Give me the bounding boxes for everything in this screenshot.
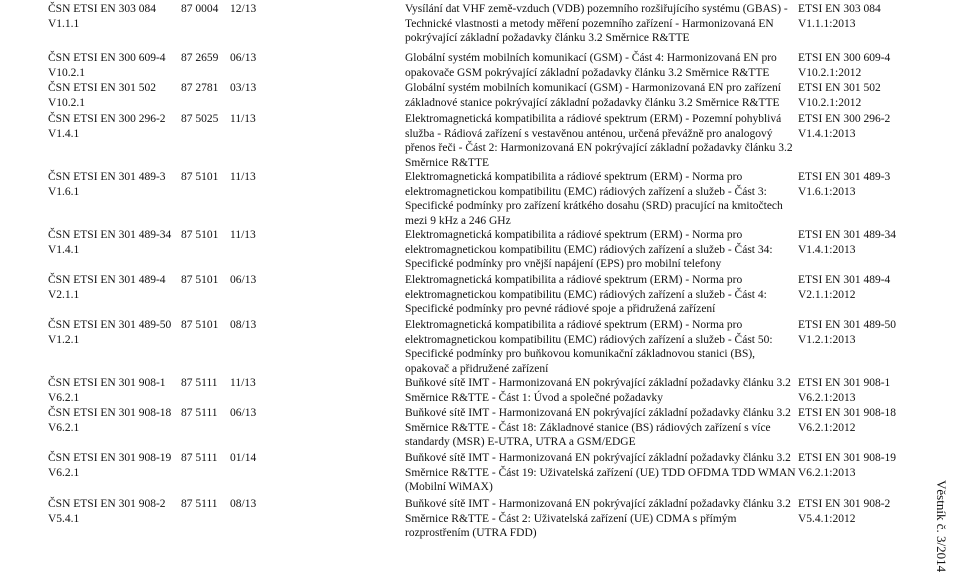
etsi-reference-line: V1.6.1:2013 — [798, 185, 856, 198]
standard-title-line: Elektromagnetická kompatibilita a rádiové spektrum (ERM) - Norma pro — [405, 319, 743, 331]
csn-standard-line: V1.6.1 — [48, 185, 80, 198]
etsi-reference-line: ETSI EN 301 502 — [798, 82, 881, 94]
standard-title-line: elektromagnetickou kompatibilitu (EMC) rádiových zařízení a služeb - Část 50: — [405, 333, 773, 346]
standard-title-line: Specifické podmínky pro vnější napájení (EPS) pro mobilní telefony — [405, 258, 722, 270]
csn-standard — [48, 497, 180, 526]
class-code: 87 5101 — [181, 274, 219, 286]
etsi-reference-line: ETSI EN 301 908-18 — [798, 407, 897, 419]
standard-title-line: Specifické podmínky pro buňkovou komunikační základnovou stanici (BS), — [405, 348, 756, 360]
standard-title-line: Buňkové sítě IMT - Harmonizovaná EN pokrývající základní požadavky článku 3.2 — [405, 498, 791, 510]
csn-standard-line: V1.1.1 — [48, 17, 80, 30]
etsi-reference-line: ETSI EN 301 489-34 — [798, 229, 897, 241]
class-code: 87 0004 — [181, 3, 219, 15]
standard-title-line: Buňkové sítě IMT - Harmonizovaná EN pokrývající základní požadavky článku 3.2 — [405, 452, 791, 464]
standard-title — [405, 318, 785, 376]
standard-title-line: (Mobilní WiMAX) — [405, 481, 493, 493]
standard-title-line: Směrnice R&TTE - Část 18: Základnové stanice (BS) rádiových zařízení s více — [405, 421, 771, 434]
etsi-reference-line: V10.2.1:2012 — [798, 66, 862, 79]
etsi-reference-line: ETSI EN 303 084 — [798, 3, 881, 15]
standard-title-line: Globální systém mobilních komunikací (GSM) - Část 4: Harmonizovaná EN pro — [405, 52, 777, 64]
standard-title — [405, 51, 785, 80]
standard-title — [405, 170, 785, 228]
csn-standard-line: V1.4.1 — [48, 127, 80, 140]
etsi-reference — [798, 318, 938, 347]
standard-title — [405, 2, 788, 46]
csn-standard-line: ČSN ETSI EN 301 489-34 — [48, 229, 172, 241]
bulletin-label: Věstník č. 3/2014 — [934, 480, 949, 573]
csn-standard — [48, 376, 180, 405]
etsi-reference — [798, 273, 938, 302]
standard-title-line: základnové stanice pokrývající základní požadavky článku 3.2 Směrnice R&TTE — [405, 96, 780, 109]
csn-standard-line: V6.2.1 — [48, 421, 80, 434]
issue-date: 01/14 — [230, 452, 257, 464]
csn-standard-line: ČSN ETSI EN 301 489-50 — [48, 319, 172, 331]
class-code: 87 2781 — [181, 82, 219, 94]
csn-standard-line: V1.4.1 — [48, 243, 80, 256]
etsi-reference-line: V10.2.1:2012 — [798, 96, 862, 109]
etsi-reference — [798, 112, 938, 141]
etsi-reference-line: V6.2.1:2013 — [798, 391, 856, 404]
etsi-reference — [798, 451, 938, 480]
issue-date: 11/13 — [230, 229, 256, 241]
csn-standard — [48, 318, 180, 347]
standard-title-line: Specifické podmínky pro zařízení krátkého dosahu (SRD) pracující na kmitočtech — [405, 200, 783, 212]
csn-standard-line: ČSN ETSI EN 301 908-2 — [48, 498, 166, 510]
standard-title-line: Globální systém mobilních komunikací (GSM) - Harmonizovaná EN pro zařízení — [405, 82, 781, 94]
standard-title — [405, 228, 785, 272]
standard-title-line: mezi 9 kHz a 246 GHz — [405, 214, 511, 227]
csn-standard-line: ČSN ETSI EN 300 609-4 — [48, 52, 166, 64]
csn-standard — [48, 170, 180, 199]
csn-standard — [48, 273, 180, 302]
standard-title-line: pokrývající základní požadavky článku 3.2 Směrnice R&TTE — [405, 32, 690, 44]
issue-date: 11/13 — [230, 171, 256, 183]
etsi-reference — [798, 376, 938, 405]
issue-date: 12/13 — [230, 3, 257, 15]
csn-standard-line: ČSN ETSI EN 300 296-2 — [48, 113, 166, 125]
csn-standard — [48, 51, 180, 80]
standard-title-line: standardy (MSR) E-UTRA, UTRA a GSM/EDGE — [405, 436, 636, 448]
etsi-reference-line: ETSI EN 301 908-1 — [798, 377, 891, 389]
etsi-reference-line: V6.2.1:2013 — [798, 466, 856, 479]
csn-standard-line: V10.2.1 — [48, 96, 86, 109]
standard-title — [405, 273, 785, 317]
standard-title-line: Směrnice R&TTE — [405, 156, 489, 169]
etsi-reference-line: ETSI EN 301 489-50 — [798, 319, 897, 331]
standard-title-line: Směrnice R&TTE - Část 1: Úvod a společné požadavky — [405, 391, 664, 404]
issue-date: 03/13 — [230, 82, 257, 94]
standard-title-line: opakovače GSM pokrývající základní požadavky článku 3.2 Směrnice R&TTE — [405, 66, 770, 79]
issue-date: 08/13 — [230, 498, 257, 510]
etsi-reference — [798, 497, 938, 526]
csn-standard-line: V10.2.1 — [48, 66, 86, 79]
standard-title — [405, 376, 791, 405]
class-code: 87 5111 — [181, 407, 218, 419]
standard-title-line: elektromagnetickou kompatibilitu (EMC) rádiových zařízení a služeb - Část 3: — [405, 185, 767, 198]
standard-title-line: elektromagnetickou kompatibilitu (EMC) rádiových zařízení a služeb - Část 4: — [405, 288, 767, 301]
csn-standard-line: V1.2.1 — [48, 333, 80, 346]
issue-date: 06/13 — [230, 52, 257, 64]
standard-title-line: Elektromagnetická kompatibilita a rádiové spektrum (ERM) - Pozemní pohyblivá — [405, 113, 782, 125]
standard-title-line: Buňkové sítě IMT - Harmonizovaná EN pokrývající základní požadavky článku 3.2 — [405, 407, 791, 419]
standard-title-line: přenos řeči - Část 2: Harmonizovaná EN pokrývající základní požadavky článku 3.2 — [405, 142, 793, 154]
etsi-reference-line: V1.1.1:2013 — [798, 17, 856, 30]
csn-standard-line: ČSN ETSI EN 301 502 — [48, 82, 156, 94]
csn-standard — [48, 406, 180, 435]
class-code: 87 5025 — [181, 113, 219, 125]
class-code: 87 2659 — [181, 52, 219, 64]
standard-title-line: Směrnice R&TTE - Část 2: Uživatelská zařízení (UE) CDMA s přímým — [405, 512, 737, 525]
csn-standard-line: V6.2.1 — [48, 466, 80, 479]
csn-standard — [48, 112, 180, 141]
issue-date: 06/13 — [230, 274, 257, 286]
csn-standard — [48, 451, 180, 480]
etsi-reference-line: ETSI EN 300 296-2 — [798, 113, 891, 125]
etsi-reference-line: V1.2.1:2013 — [798, 333, 856, 346]
standard-title-line: rozprostřením (UTRA FDD) — [405, 527, 537, 539]
csn-standard-line: ČSN ETSI EN 301 489-3 — [48, 171, 166, 183]
standard-title — [405, 112, 793, 170]
standard-title-line: Technické vlastnosti a metody měření pozemního zařízení - Harmonizovaná EN — [405, 17, 774, 30]
etsi-reference — [798, 406, 938, 435]
page-number — [0, 284, 1, 290]
standard-title-line: Elektromagnetická kompatibilita a rádiové spektrum (ERM) - Norma pro — [405, 229, 743, 241]
csn-standard-line: ČSN ETSI EN 301 908-18 — [48, 407, 172, 419]
issue-date: 08/13 — [230, 319, 257, 331]
etsi-reference-line: ETSI EN 301 908-19 — [798, 452, 897, 464]
standard-title-line: elektromagnetickou kompatibilitu (EMC) rádiových zařízení a služeb - Část 34: — [405, 243, 773, 256]
standard-title-line: Buňkové sítě IMT - Harmonizovaná EN pokrývající základní požadavky článku 3.2 — [405, 377, 791, 389]
csn-standard-line: V6.2.1 — [48, 391, 80, 404]
etsi-reference — [798, 170, 938, 199]
standard-title-line: Elektromagnetická kompatibilita a rádiové spektrum (ERM) - Norma pro — [405, 274, 743, 286]
csn-standard-line: V2.1.1 — [48, 288, 80, 301]
class-code: 87 5101 — [181, 171, 219, 183]
etsi-reference-line: V2.1.1:2012 — [798, 288, 856, 301]
standard-title — [405, 81, 785, 110]
standard-title-line: Vysílání dat VHF země-vzduch (VDB) pozemního rozšiřujícího systému (GBAS) - — [405, 3, 788, 15]
etsi-reference-line: ETSI EN 300 609-4 — [798, 52, 891, 64]
standard-title — [405, 406, 791, 450]
csn-standard-line: ČSN ETSI EN 301 908-19 — [48, 452, 172, 464]
standard-title — [405, 451, 796, 495]
etsi-reference-line: ETSI EN 301 489-3 — [798, 171, 891, 183]
class-code: 87 5111 — [181, 498, 218, 510]
standard-title-line: opakovač a přidružené zařízení — [405, 362, 549, 375]
csn-standard-line: V5.4.1 — [48, 512, 80, 525]
standard-title-line: služba - Rádiová zařízení s vestavěnou anténou, určená převážně pro analogový — [405, 127, 773, 140]
csn-standard — [48, 2, 180, 31]
standard-title — [405, 497, 791, 541]
etsi-reference — [798, 51, 938, 80]
issue-date: 11/13 — [230, 113, 256, 125]
class-code: 87 5111 — [181, 452, 218, 464]
etsi-reference-line: ETSI EN 301 908-2 — [798, 498, 891, 510]
class-code: 87 5101 — [181, 319, 219, 331]
csn-standard-line: ČSN ETSI EN 301 908-1 — [48, 377, 166, 389]
issue-date: 06/13 — [230, 407, 257, 419]
etsi-reference-line: V6.2.1:2012 — [798, 421, 856, 434]
class-code: 87 5101 — [181, 229, 219, 241]
standard-title-line: Specifické podmínky pro pevné rádiové spoje a přidružená zařízení — [405, 303, 716, 315]
csn-standard-line: ČSN ETSI EN 303 084 — [48, 3, 156, 15]
standard-title-line: Elektromagnetická kompatibilita a rádiové spektrum (ERM) - Norma pro — [405, 171, 743, 183]
csn-standard-line: ČSN ETSI EN 301 489-4 — [48, 274, 166, 286]
etsi-reference-line: V1.4.1:2013 — [798, 127, 856, 140]
etsi-reference-line: ETSI EN 301 489-4 — [798, 274, 891, 286]
etsi-reference — [798, 2, 938, 31]
etsi-reference — [798, 228, 938, 257]
standard-title-line: Směrnice R&TTE - Část 19: Uživatelská zařízení (UE) TDD OFDMA TDD WMAN — [405, 466, 796, 479]
etsi-reference-line: V1.4.1:2013 — [798, 243, 856, 256]
csn-standard — [48, 228, 180, 257]
etsi-reference-line: V5.4.1:2012 — [798, 512, 856, 525]
issue-date: 11/13 — [230, 377, 256, 389]
csn-standard — [48, 81, 180, 110]
class-code: 87 5111 — [181, 377, 218, 389]
etsi-reference — [798, 81, 938, 110]
